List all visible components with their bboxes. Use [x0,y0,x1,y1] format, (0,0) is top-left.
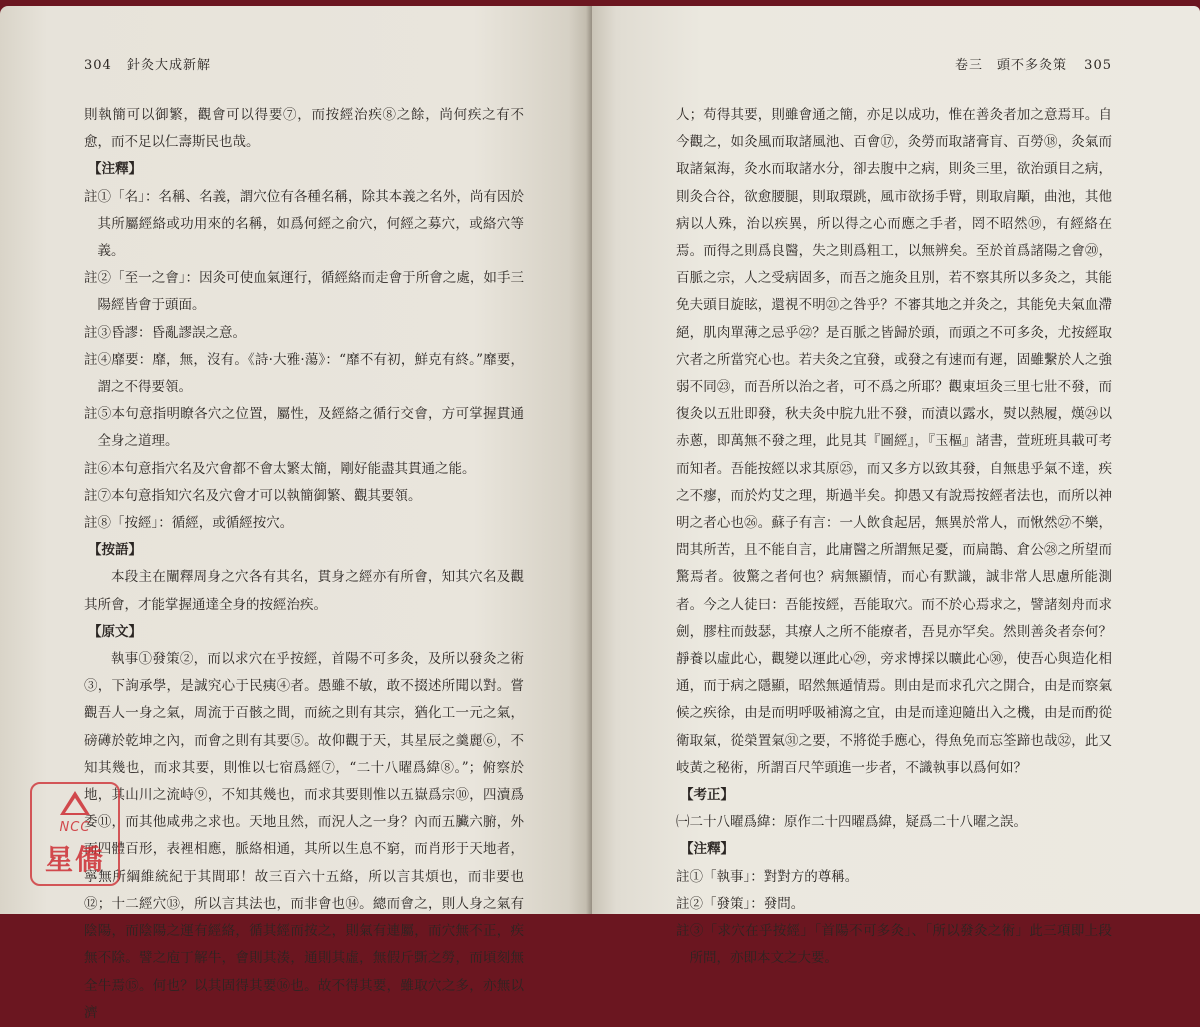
paragraph: ㈠二十八曜爲緯：原作二十四曜爲緯，疑爲二十八曜之誤。 [676,814,1027,831]
running-title: 卷三 頭不多灸策 [955,58,1068,73]
paragraph: 註④靡要：靡，無，沒有。《詩·大雅·蕩》：“靡不有初，鮮克有終。”靡要，謂之不得要領。 [84,351,524,396]
paragraph: 本段主在闡釋周身之穴各有其名，貫身之經亦有所會，知其穴名及觀其所會，才能掌握通達全身的按經治疾。 [84,569,524,613]
page-body [84,102,524,1027]
ncc-watermark-stamp [30,782,120,886]
paragraph: 註①「執事」：對對方的尊稱。 [676,868,859,885]
page-number: 305 [1084,58,1112,73]
page-number: 304 [84,58,112,73]
stamp-text-chinese: 星僑 [44,843,105,876]
running-title: 針灸大成新解 [126,58,211,73]
page-header [84,54,211,73]
paragraph: 註⑧「按經」：循經，或循經按穴。 [84,515,294,532]
left-page [0,6,592,1021]
stamp-text-latin: NCC [59,820,91,835]
paragraph: 註③「求穴在乎按經」「首陽不可多灸」、「所以發灸之術」此三項即上段所問，亦即本文之大要。 [676,923,1112,967]
section-heading: 【注釋】 [88,161,142,178]
paragraph: 註⑦本句意指知穴名及穴會才可以執簡御繁、觀其要領。 [84,487,422,504]
page-header [955,54,1112,73]
page-body [676,102,1112,973]
paragraph: 註⑥本句意指穴名及穴會都不會太繁太簡，剛好能盡其貫通之能。 [84,460,476,477]
paragraph: 註⑤本句意指明瞭各穴之位置，屬性，及經絡之循行交會，方可掌握貫通全身之道理。 [84,406,524,450]
paragraph: 則執簡可以御繁，觀會可以得要⑦，而按經治疾⑧之餘，尚何疾之有不愈，而不足以仁壽斯民也哉。 [84,107,524,151]
section-heading: 【注釋】 [680,841,734,858]
section-heading: 【考正】 [680,787,734,804]
section-heading: 【原文】 [88,623,142,640]
paragraph: 註①「名」：名稱、名義，謂穴位有各種名稱，除其本義之名外，尚有因於其所屬經絡或功用來的名稱，如爲何經之俞穴，何經之募穴，或絡穴等義。 [84,188,524,260]
paragraph: 註③昏謬：昏亂謬誤之意。 [84,324,246,341]
paragraph: 人；苟得其要，則雖會通之簡，亦足以成功，惟在善灸者加之意焉耳。自今觀之，如灸風而取諸風池、百會⑰，灸勞而取諸膏肓、百勞⑱，灸氣而取諸氣海，灸水而取諸水分，卻去腹中之病，則灸三里，欲治頭目之病，則灸合谷，欲愈腰腿，則取環跳，風市欲扬手臂，則取肩顒，曲池，其他病以人殊，治以疾異，所以得之心而應之手者，罔不昭然⑲，有經絡在焉。而得之則爲良醫，失之則爲粗工，以無辨矣。至於首爲諸陽之會⑳，百脈之宗，人之受病固多，而吾之施灸且別，若不察其所以多灸之，其能免夫頭目旋眩，還視不明㉑之咎乎？不審其地之并灸之，其能免夫氣血滯絕，肌肉單薄之忌乎㉒？是百脈之皆歸於頭，而頭之不可多灸，尤按經取穴者之所當究心也。若夫灸之宜發，或發之有速而有遲，固雖繫於人之強弱不同㉓，而吾所以治之者，可不爲之所耶？觀東垣灸三里七壯不發，而復灸以五壯即發，秋夫灸中脘九壯不發，而漬以露水，熨以熱履，熯㉔以赤蔥，即萬無不發之理，此見其『圖經』，『玉樞』諸書，萱班班具載可考而知者。吾能按經以求其原㉕，而又多方以致其發，自無患乎氣不達，疾之不瘳，而於灼艾之理，斯過半矣。抑愚又有說焉按經者法也，而所以神明之者心也㉖。蘇子有言：一人飲食起居，無異於常人，而愀然㉗不樂，問其所苦，且不能自言，此庸醫之所謂無足憂，而扁鵲、倉公㉘之所望而驚焉者。彼驚之者何也？病無顯情，而心有默識，誠非常人思慮所能測者。今之人徒曰：吾能按經，吾能取穴。而不於心焉求之，譬諸刻舟而求劍，膠柱而鼓瑟，其療人之所不能療者，吾見亦罕矣。然則善灸者奈何？靜養以虛此心，觀變以運此心㉙，旁求博採以曠此心㉚，使吾心與造化相通，而于病之隱顯，昭然無遁情焉。則由是而求孔穴之開合，由是而察氣候之疾徐，由是而明呼吸補瀉之宜，由是而達迎隨出入之機，由是而酌從衛取氣，從榮置氣㉛之要，不將從手應心，得魚免而忘筌蹄也哉㉜，此又岐黃之秘術，所謂百尺竿頭進一步者，不識執事以爲何如？ [676,107,1112,776]
right-page [592,6,1200,967]
triangle-icon [60,791,90,815]
section-heading: 【按語】 [88,542,142,559]
paragraph: 註②「至一之會」：因灸可使血氣運行，循經絡而走會于所會之處，如手三陽經皆會于頭面。 [84,270,524,314]
paragraph: 註②「發策」：發問。 [676,895,805,912]
paragraph: 執事①發策②，而以求穴在乎按經，首陽不可多灸，及所以發灸之術③，下詢承學，是誠究心于民痍④者。愚雖不敏，敢不掇述所聞以對。嘗觀吾人一身之氣，周流于百骸之間，而統之則有其宗，猶化工一元之氣，磅礡於乾坤之內，而會之則有其要⑤。故仰觀于天，其星辰之羹麗⑥，不知其幾也，而求其要，則惟以七宿爲經⑦，“二十八曜爲緯⑧。”；俯察於地，其山川之流峙⑨，不知其幾也，而求其要則惟以五嶽爲宗⑩，四瀆爲委⑪，而其他咸弗之求也。天地且然，而況人之一身？內而五臟六腑，外而四體百形，表裡相應，脈絡相通，其所以生息不窮，而肖形于天地者，寧無所綱維統紀于其間耶！故三百六十五絡，所以言其煩也，而非要也⑫；十二經穴⑬，所以言其法也，而非會也⑭。總而會之，則人身之氣有陰陽，而陰陽之運有經絡，循其經而按之，則氣有連屬，而穴無不正，疾無不除。譬之庖丁解牛，會則其湊，通則其虛，無假斤斲之勞，而頃刻無全牛焉⑮。何也？以其固得其要⑯也。故不得其要，雖取穴之多，亦無以濟 [84,651,524,1021]
